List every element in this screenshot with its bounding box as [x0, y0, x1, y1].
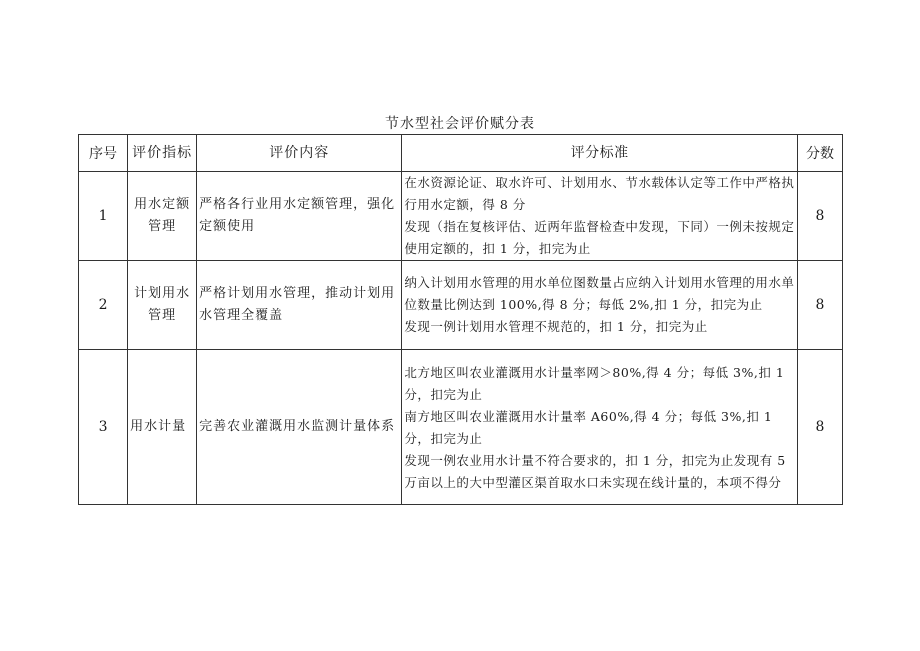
row-content: 完善农业灌溉用水监测计量体系 — [197, 350, 402, 505]
standard-line: 发现一例计划用水管理不规范的，扣 1 分，扣完为止 — [404, 319, 708, 334]
row-indicator: 用水计量 — [128, 350, 197, 505]
header-indicator: 评价指标 — [128, 135, 197, 172]
row-content: 严格各行业用水定额管理，强化定额使用 — [197, 172, 402, 261]
row-standard — [402, 172, 798, 261]
standard-line: 纳入计划用水管理的用水单位图数量占应纳入计划用水管理的用水单位数量比例达到 100%,得 8 分；每低 2%,扣 1 分，扣完为止 — [404, 275, 795, 312]
row-content: 严格计划用水管理，推动计划用水管理全覆盖 — [197, 261, 402, 350]
header-standard: 评分标准 — [402, 135, 798, 172]
standard-line: 南方地区叫农业灌溉用水计量率 A60%,得 4 分；每低 3%,扣 1 分，扣完为止 — [404, 409, 773, 446]
standard-line: 发现（指在复核评估、近两年监督检查中发现，下同）一例未按规定使用定额的，扣 1 分，扣完为止 — [404, 219, 795, 256]
standard-line: 发现一例农业用水计量不符合要求的，扣 1 分，扣完为止发现有 5 万亩以上的大中型灌区渠首取水口未实现在线计量的，本项不得分 — [404, 453, 786, 490]
table-row — [79, 172, 843, 261]
row-score: 8 — [797, 172, 842, 261]
table-row — [79, 261, 843, 350]
table-header-row — [79, 135, 843, 172]
row-score: 8 — [797, 261, 842, 350]
table-row — [79, 350, 843, 505]
row-index: 1 — [79, 172, 128, 261]
row-standard — [402, 350, 798, 505]
header-score: 分数 — [797, 135, 842, 172]
table-title: 节水型社会评价赋分表 — [385, 116, 535, 132]
row-indicator: 用水定额管理 — [128, 172, 197, 261]
standard-line: 在水资源论证、取水许可、计划用水、节水载体认定等工作中严格执行用水定额，得 8 分 — [404, 175, 795, 212]
header-content: 评价内容 — [197, 135, 402, 172]
row-index: 2 — [79, 261, 128, 350]
row-index: 3 — [79, 350, 128, 505]
header-index: 序号 — [79, 135, 128, 172]
row-standard — [402, 261, 798, 350]
row-score: 8 — [797, 350, 842, 505]
scoring-table — [78, 134, 843, 505]
row-indicator: 计划用水管理 — [128, 261, 197, 350]
standard-line: 北方地区叫农业灌溉用水计量率网＞80%,得 4 分；每低 3%,扣 1 分，扣完为止 — [404, 365, 785, 402]
